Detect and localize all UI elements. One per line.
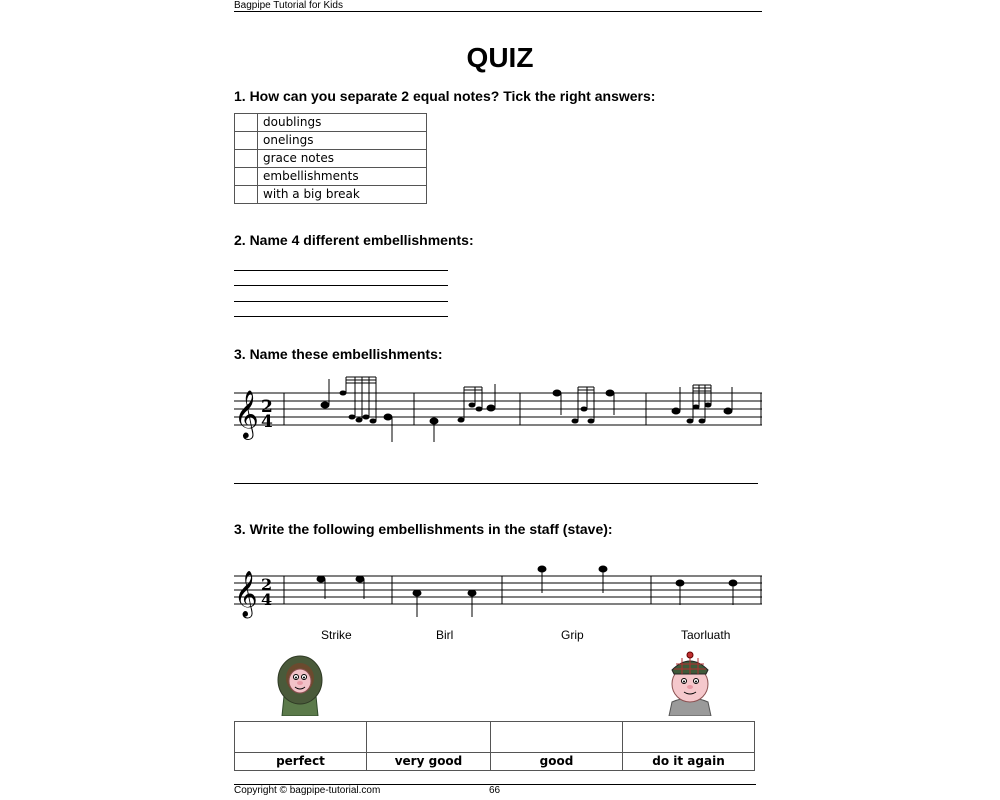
time-sig-top: 2 — [261, 397, 273, 417]
tick-box[interactable] — [235, 186, 258, 204]
grade-tick-cell[interactable] — [367, 722, 491, 753]
question-3: 3. Name these embellishments: — [234, 346, 443, 362]
grade-label: good — [491, 753, 623, 771]
answer-options-table — [234, 113, 427, 204]
label-strike: Strike — [321, 628, 352, 642]
option-row — [235, 114, 427, 132]
music-staff-2 — [228, 555, 768, 625]
option-label: doublings — [258, 114, 427, 132]
time-sig-bottom: 4 — [261, 412, 273, 432]
answer-line[interactable] — [234, 285, 448, 286]
option-row — [235, 132, 427, 150]
label-birl: Birl — [436, 628, 454, 642]
answer-line[interactable] — [234, 301, 448, 302]
grade-label: very good — [367, 753, 491, 771]
option-label: grace notes — [258, 150, 427, 168]
time-sig-top: 2 — [261, 575, 273, 594]
option-label: embellishments — [258, 168, 427, 186]
question-4: 3. Write the following embellishments in the staff (stave): — [234, 521, 613, 537]
grading-table — [234, 721, 755, 771]
grade-tick-cell[interactable] — [623, 722, 755, 753]
option-row — [235, 168, 427, 186]
grade-tick-cell[interactable] — [491, 722, 623, 753]
answer-line[interactable] — [234, 483, 758, 484]
boy-illustration — [664, 650, 716, 716]
girl-illustration — [274, 654, 326, 716]
treble-clef-icon: 𝄞 — [234, 571, 258, 617]
option-label: onelings — [258, 132, 427, 150]
page-title: QUIZ — [466, 42, 534, 73]
label-grip: Grip — [561, 628, 584, 642]
question-1: 1. How can you separate 2 equal notes? Tick the right answers: — [234, 88, 656, 104]
grade-tick-cell[interactable] — [235, 722, 367, 753]
tick-box[interactable] — [235, 132, 258, 150]
tick-box[interactable] — [235, 150, 258, 168]
tick-box[interactable] — [235, 168, 258, 186]
answer-line[interactable] — [234, 316, 448, 317]
question-2: 2. Name 4 different embellishments: — [234, 232, 474, 248]
page-number: 66 — [489, 785, 501, 796]
header-title: Bagpipe Tutorial for Kids — [234, 0, 343, 11]
footer-copyright: Copyright © bagpipe-tutorial.com — [234, 785, 381, 796]
answer-line[interactable] — [234, 270, 448, 271]
label-taorluath: Taorluath — [681, 628, 731, 642]
option-label: with a big break — [258, 186, 427, 204]
music-staff-1 — [228, 370, 768, 450]
grade-label: do it again — [623, 753, 755, 771]
treble-clef-icon: 𝄞 — [234, 389, 259, 438]
option-row — [235, 186, 427, 204]
option-row — [235, 150, 427, 168]
time-sig-bottom: 4 — [261, 590, 273, 609]
tick-box[interactable] — [235, 114, 258, 132]
grade-label: perfect — [235, 753, 367, 771]
header-rule — [234, 11, 762, 12]
